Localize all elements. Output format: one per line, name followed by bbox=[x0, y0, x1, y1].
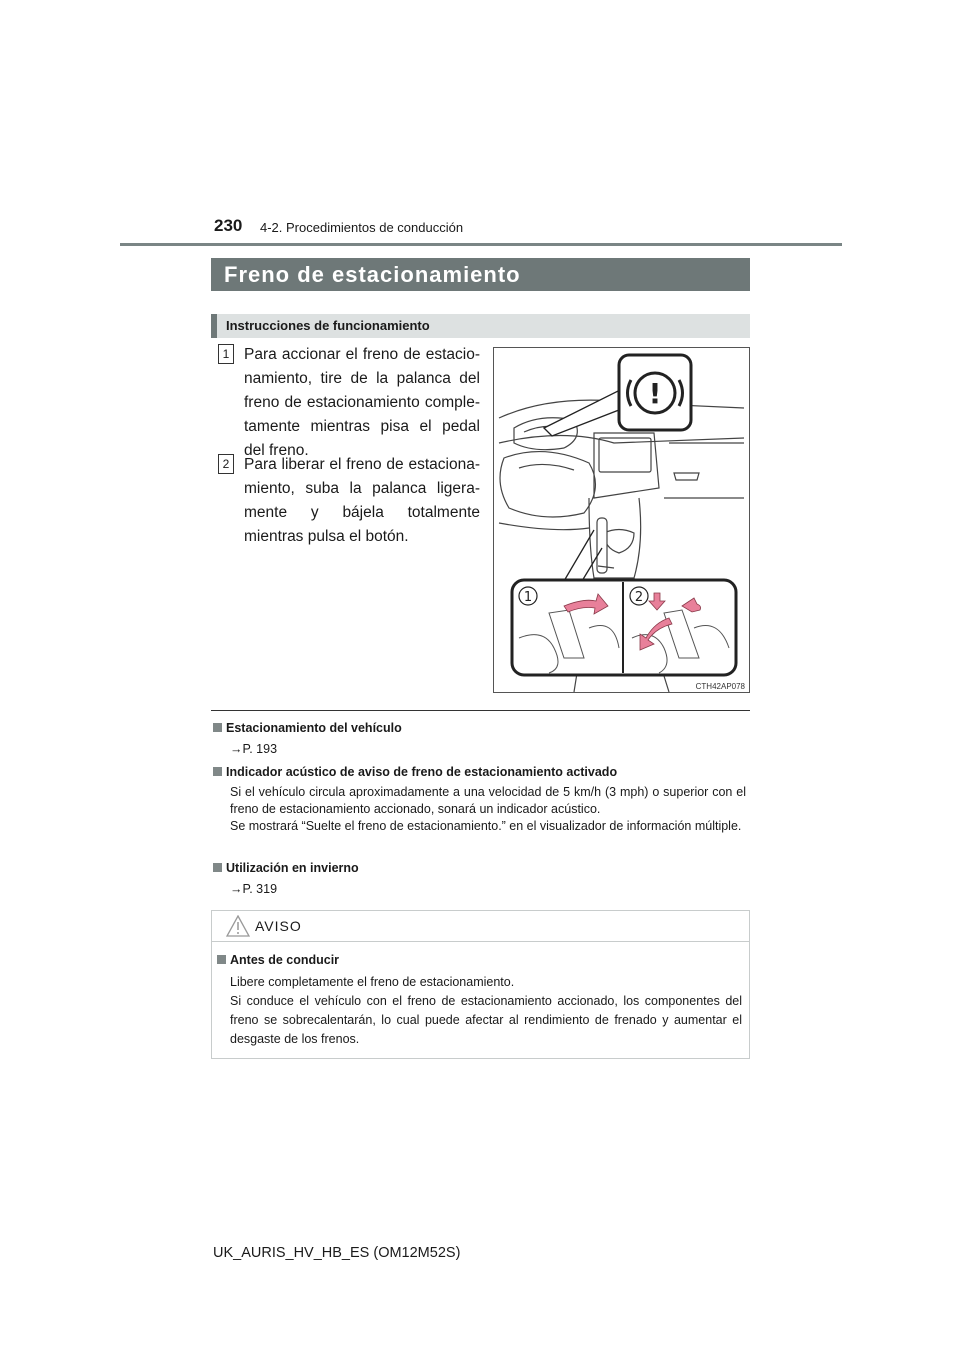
callout-2: 2 bbox=[634, 590, 644, 605]
square-bullet-icon bbox=[213, 767, 222, 776]
step-2 bbox=[218, 453, 480, 549]
warning-box bbox=[211, 910, 750, 1059]
warning-triangle-icon bbox=[226, 915, 250, 937]
warning-label: AVISO bbox=[255, 918, 302, 934]
callout-1: 1 bbox=[523, 590, 533, 605]
warning-symbol: ! bbox=[648, 377, 662, 410]
page-title: Freno de estacionamiento bbox=[211, 258, 750, 291]
square-bullet-icon bbox=[213, 863, 222, 872]
notes-rule bbox=[211, 710, 750, 711]
square-bullet-icon bbox=[213, 723, 222, 732]
note-body: Se mostrará “Suelte el freno de estacionamiento.” en el visualizador de información múltiple. bbox=[230, 819, 742, 833]
parking-brake-illustration bbox=[493, 347, 750, 693]
note-heading: Estacionamiento del vehículo bbox=[213, 721, 402, 735]
step-text: Para accionar el freno de estacio-namiento, tire de la palanca del freno de estacionamiento comple-tamente mientras pisa el pedal del freno. bbox=[244, 346, 480, 459]
section-title: 4-2. Procedimientos de conducción bbox=[260, 220, 464, 235]
page-number: 230 bbox=[214, 216, 243, 235]
note-reference: →P. 319 bbox=[230, 882, 278, 896]
footer-code: UK_AURIS_HV_HB_ES (OM12M52S) bbox=[213, 1245, 461, 1261]
header-rule bbox=[120, 243, 842, 246]
subheading: Instrucciones de funcionamiento bbox=[211, 314, 750, 338]
step-number: 2 bbox=[218, 454, 234, 474]
warning-header bbox=[212, 911, 749, 942]
square-bullet-icon bbox=[217, 955, 226, 964]
note-reference: →P. 193 bbox=[230, 742, 278, 756]
warning-heading: Antes de conducir bbox=[217, 953, 339, 967]
note-body: Si el vehículo circula aproximadamente a una velocidad de 5 km/h (3 mph) o superior con el freno de estacionamiento accionado, sonará un indicador acústico. bbox=[230, 785, 746, 816]
step-number: 1 bbox=[218, 344, 234, 364]
note-heading: Indicador acústico de aviso de freno de estacionamiento activado bbox=[213, 765, 617, 779]
dashboard-drawing bbox=[494, 348, 749, 692]
note-heading: Utilización en invierno bbox=[213, 861, 359, 875]
warning-body: Libere completamente el freno de estacionamiento. Si conduce el vehículo con el freno de estacionamiento accionado, los componentes del freno se sobrecalentarán, lo cual puede afectar al rendimiento de frenado y aumentar el desgaste de los frenos. bbox=[230, 975, 742, 1046]
step-text: Para liberar el freno de estaciona-miento, suba la palanca ligera-mente y bájela totalmente mientras pulsa el botón. bbox=[244, 456, 480, 545]
step-1 bbox=[218, 343, 480, 463]
illustration-code: CTH42AP078 bbox=[695, 682, 745, 691]
